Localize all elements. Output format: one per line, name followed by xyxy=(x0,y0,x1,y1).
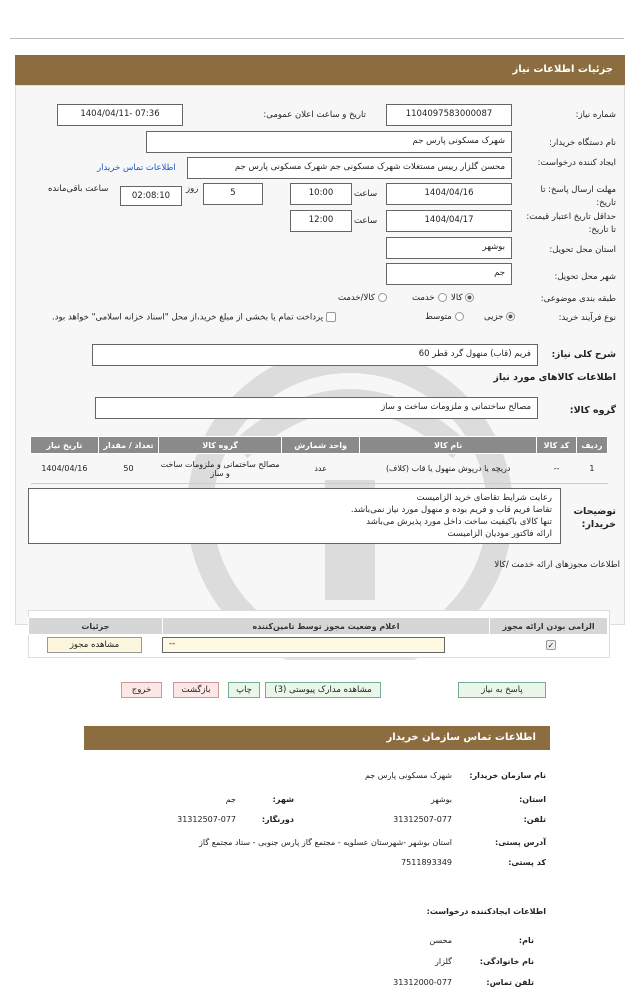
items-col-name: نام کالا xyxy=(360,437,537,454)
process-option-minor[interactable]: جزیی xyxy=(484,312,515,322)
page-title-bar xyxy=(15,55,625,85)
requester-label: ایجاد کننده درخواست: xyxy=(537,158,616,168)
creator-phone-label: تلفن تماس: xyxy=(486,978,534,987)
remaining-time-field: 02:08:10 xyxy=(120,186,182,206)
creator-first-name-value: محسن xyxy=(429,936,452,945)
radio-selected-icon xyxy=(506,312,515,321)
permits-col-required: الزامی بودن ارائه مجوز xyxy=(490,618,608,635)
items-section-title: اطلاعات کالاهای مورد نیاز xyxy=(493,372,616,383)
buyer-contact-link[interactable]: اطلاعات تماس خریدار xyxy=(97,163,176,173)
province-label: استان محل تحویل: xyxy=(549,245,616,255)
back-button[interactable]: بازگشت xyxy=(173,682,219,698)
remaining-time-label: ساعت باقی‌مانده xyxy=(48,184,109,194)
buyer-note-line: رعایت شرایط تقاضای خرید الزامیست xyxy=(416,493,552,503)
checkbox-icon xyxy=(326,312,336,322)
exit-button[interactable]: خروج xyxy=(121,682,162,698)
buyer-notes-box xyxy=(28,488,561,544)
buyer-org-label: نام دستگاه خریدار: xyxy=(549,138,616,148)
price-validity-time-field: 12:00 xyxy=(290,210,352,232)
response-date-field: 1404/04/16 xyxy=(386,183,512,205)
contact-fax-value: 31312507-077 xyxy=(177,815,236,824)
table-row xyxy=(31,454,608,484)
permit-required-checkbox[interactable] xyxy=(543,640,556,651)
creator-last-name-label: نام خانوادگی: xyxy=(479,957,534,966)
items-cell-qty: 50 xyxy=(98,454,158,484)
requester-field: محسن گلزار رییس مستغلات شهرک مسکونی جم شهرک مسکونی پارس جم xyxy=(187,157,512,179)
contact-org-value: شهرک مسکونی پارس جم xyxy=(364,771,452,780)
city-label: شهر محل تحویل: xyxy=(554,272,616,282)
items-cell-row: 1 xyxy=(576,454,607,484)
items-cell-code: -- xyxy=(537,454,577,484)
buyer-note-line: تقاضا فریم قاب و فریم بوده و منهول مورد نیاز نمی‌باشد. xyxy=(350,505,552,515)
permits-table-header xyxy=(29,618,608,635)
permits-col-details: جزئیات xyxy=(29,618,163,635)
buyer-note-line: ارائه فاکتور مودیان الزامیست xyxy=(447,529,552,539)
items-col-qty: تعداد / مقدار xyxy=(98,437,158,454)
price-validity-time-label: ساعت xyxy=(354,216,378,226)
contact-province-value: بوشهر xyxy=(430,795,452,804)
contact-org-label: نام سازمان خریدار: xyxy=(469,771,546,780)
creator-first-name-label: نام: xyxy=(518,936,534,945)
process-option-medium[interactable]: متوسط xyxy=(425,312,464,322)
print-button[interactable]: چاپ xyxy=(228,682,260,698)
creator-section-title: اطلاعات ایجادکننده درخواست: xyxy=(426,907,546,916)
items-col-group: گروه کالا xyxy=(159,437,282,454)
goods-group-label: گروه کالا: xyxy=(569,405,616,416)
contact-section-title: اطلاعات تماس سازمان خریدار xyxy=(386,732,536,743)
permits-table xyxy=(28,617,608,635)
need-number-field: 1104097583000087 xyxy=(386,104,512,126)
contact-postal-value: 7511893349 xyxy=(401,858,452,867)
permits-col-status: اعلام وضعیت مجوز توسط تامین‌کننده xyxy=(162,618,489,635)
price-validity-date-field: 1404/04/17 xyxy=(386,210,512,232)
creator-phone-value: 31312000-077 xyxy=(393,978,452,987)
items-cell-name: دریچه یا درپوش منهول یا قاب (کلاف) xyxy=(360,454,537,484)
process-type-label: نوع فرآیند خرید: xyxy=(558,313,616,323)
summary-label: شرح کلی نیاز: xyxy=(551,350,616,360)
items-cell-group: مصالح ساختمانی و ملزومات ساخت و ساز xyxy=(159,454,282,484)
items-table-header xyxy=(31,437,608,454)
price-validity-label: حداقل تاریخ اعتبار قیمت: تا تاریخ: xyxy=(526,212,616,235)
page-title: جزئیات اطلاعات نیاز xyxy=(512,64,613,75)
response-time-field: 10:00 xyxy=(290,183,352,205)
top-divider xyxy=(10,38,624,39)
radio-icon xyxy=(438,293,447,302)
remaining-days-field: 5 xyxy=(203,183,263,205)
permit-status-field[interactable]: -- xyxy=(162,637,445,653)
creator-last-name-value: گلزار xyxy=(435,957,452,966)
contact-province-label: استان: xyxy=(519,795,546,804)
buyer-org-field: شهرک مسکونی پارس جم xyxy=(146,131,512,153)
contact-fax-label: دورنگار: xyxy=(261,815,294,824)
category-option-both[interactable]: کالا/خدمت xyxy=(338,293,387,303)
contact-phone-label: تلفن: xyxy=(523,815,546,824)
items-col-code: کد کالا xyxy=(537,437,577,454)
items-col-date: تاریخ نیاز xyxy=(31,437,99,454)
items-cell-date: 1404/04/16 xyxy=(31,454,99,484)
days-label: روز xyxy=(186,184,199,194)
contact-section-header xyxy=(84,726,550,750)
items-col-unit: واحد شمارش xyxy=(282,437,360,454)
radio-selected-icon xyxy=(465,293,474,302)
checkmark-icon: ✓ xyxy=(547,641,555,650)
need-number-label: شماره نیاز: xyxy=(575,110,616,120)
contact-postal-label: کد پستی: xyxy=(508,858,546,867)
category-option-goods[interactable]: کالا xyxy=(451,293,474,303)
view-attachments-button[interactable]: مشاهده مدارک پیوستی (3) xyxy=(265,682,381,698)
summary-field: فریم (قاب) منهول گرد قطر 60 xyxy=(92,344,538,366)
items-col-row: ردیف xyxy=(576,437,607,454)
treasury-payment-option[interactable]: پرداخت تمام یا بخشی از مبلغ خرید،از محل "اسناد خزانه اسلامی" خواهد بود. xyxy=(52,312,336,323)
response-deadline-label: مهلت ارسال پاسخ: تا تاریخ: xyxy=(540,185,616,208)
reply-to-need-button[interactable]: پاسخ به نیاز xyxy=(458,682,546,698)
category-label: طبقه بندی موضوعی: xyxy=(540,294,616,304)
radio-icon xyxy=(378,293,387,302)
items-cell-unit: عدد xyxy=(282,454,360,484)
province-field: بوشهر xyxy=(386,237,512,259)
goods-group-field: مصالح ساختمانی و ملزومات ساخت و ساز xyxy=(95,397,538,419)
category-option-service[interactable]: خدمت xyxy=(412,293,447,303)
city-field: جم xyxy=(386,263,512,285)
response-time-label: ساعت xyxy=(354,189,378,199)
radio-icon xyxy=(455,312,464,321)
announce-datetime-field: 1404/04/11- 07:36 xyxy=(57,104,183,126)
contact-address-label: آدرس پستی: xyxy=(495,838,546,847)
view-permit-button[interactable]: مشاهده مجوز xyxy=(47,637,142,653)
items-table xyxy=(30,436,608,484)
permits-title: اطلاعات مجوزهای ارائه خدمت /کالا xyxy=(494,560,620,570)
contact-phone-value: 31312507-077 xyxy=(393,815,452,824)
announce-datetime-label: تاریخ و ساعت اعلان عمومی: xyxy=(263,110,366,120)
contact-address-value: استان بوشهر -شهرستان عسلویه - مجتمع گاز پارس جنوبی - ستاد مجتمع گاز xyxy=(199,838,452,847)
contact-city-label: شهر: xyxy=(272,795,294,804)
contact-city-value: جم xyxy=(225,795,236,804)
buyer-notes-label: توضیحات خریدار: xyxy=(573,506,616,530)
buyer-note-line: تنها کالای باکیفیت ساخت داخل مورد پذیرش می‌باشد xyxy=(366,517,552,527)
